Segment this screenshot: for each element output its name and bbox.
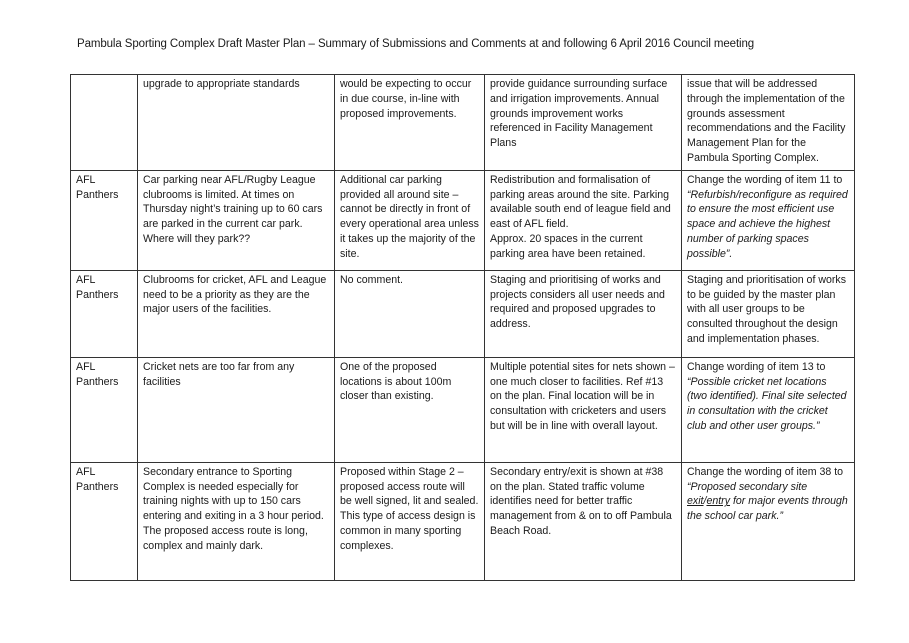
action-text: Change the wording of item 38 to xyxy=(687,465,844,478)
action-quote-end: for major events through the school car park.” xyxy=(687,495,848,523)
table-row xyxy=(71,75,855,171)
action-quote: “Refurbish/reconfigure as required to ensure the most efficient use space and achieve the highest number of parking spaces possible”. xyxy=(687,188,848,260)
page-header-title: Pambula Sporting Complex Draft Master Plan – Summary of Submissions and Comments at and following 6 April 2016 Council meeting xyxy=(77,38,755,50)
submitter-cell: AFL Panthers xyxy=(71,270,138,357)
action-text: Change the wording of item 11 to xyxy=(687,173,843,186)
table-row xyxy=(71,357,855,462)
action-slash: / xyxy=(703,495,707,508)
issue-cell: Secondary entrance to Sporting Complex is needed especially for training nights with up to 150 cars entering and exiting in a 3 hour period. The proposed access route is long, complex and mainly dark. xyxy=(138,462,335,580)
action-underlined-entry: entry xyxy=(706,495,731,508)
comment-cell: Additional car parking provided all around site – cannot be directly in front of every operational area unless it takes up the majority of the site. xyxy=(335,170,485,270)
comment-cell: Proposed within Stage 2 – proposed access route will be well signed, lit and sealed. This type of access design is common in many sporting complexes. xyxy=(335,462,485,580)
table-row xyxy=(71,462,855,580)
response-cell: provide guidance surrounding surface and irrigation improvements. Annual grounds improvement works referenced in Facility Management Plans xyxy=(485,75,682,171)
action-cell xyxy=(682,170,855,270)
action-quote: “Possible cricket net locations (two identified). Final site selected in consultation with the cricket club and other user groups.” xyxy=(687,375,847,432)
issue-cell: upgrade to appropriate standards xyxy=(138,75,335,171)
comment-cell: One of the proposed locations is about 100m closer than existing. xyxy=(335,357,485,462)
issue-cell: Clubrooms for cricket, AFL and League need to be a priority as they are the major users of the facilities. xyxy=(138,270,335,357)
table-row xyxy=(71,170,855,270)
response-cell: Secondary entry/exit is shown at #38 on the plan. Stated traffic volume identifies need for better traffic management from & on to off Pambula Beach Road. xyxy=(485,462,682,580)
action-cell xyxy=(682,357,855,462)
submitter-cell: AFL Panthers xyxy=(71,357,138,462)
comment-cell: would be expecting to occur in due course, in-line with proposed improvements. xyxy=(335,75,485,171)
response-cell: Multiple potential sites for nets shown – one much closer to facilities. Ref #13 on the plan. Final location will be in consultation with cricketers and users but will be in line with overall layout. xyxy=(485,357,682,462)
action-text: Change wording of item 13 to xyxy=(687,360,826,373)
submissions-table xyxy=(70,74,855,581)
table-row xyxy=(71,270,855,357)
response-cell xyxy=(485,170,682,270)
action-quote-start: “Proposed secondary site xyxy=(687,480,808,493)
response-text: Redistribution and formalisation of parking areas around the site. Parking available south end of league field and east of AFL field. xyxy=(490,173,671,231)
response-text-secondary: Approx. 20 spaces in the current parking area have been retained. xyxy=(490,232,646,260)
submitter-cell: AFL Panthers xyxy=(71,170,138,270)
action-cell: Staging and prioritisation of works to be guided by the master plan with all user groups to be consulted throughout the design and implementation phases. xyxy=(682,270,855,357)
action-cell xyxy=(682,462,855,580)
action-underlined-exit: exit xyxy=(687,495,704,508)
issue-cell: Car parking near AFL/Rugby League clubrooms is limited. At times on Thursday night’s training up to 60 cars are parked in the current car park. Where will they park?? xyxy=(138,170,335,270)
response-cell: Staging and prioritising of works and projects considers all user needs and required and proposed upgrades to address. xyxy=(485,270,682,357)
submitter-cell: AFL Panthers xyxy=(71,462,138,580)
comment-cell: No comment. xyxy=(335,270,485,357)
submitter-cell xyxy=(71,75,138,171)
action-cell: issue that will be addressed through the implementation of the grounds assessment recommendations and the Facility Management Plan for the Pambula Sporting Complex. xyxy=(682,75,855,171)
issue-cell: Cricket nets are too far from any facilities xyxy=(138,357,335,462)
